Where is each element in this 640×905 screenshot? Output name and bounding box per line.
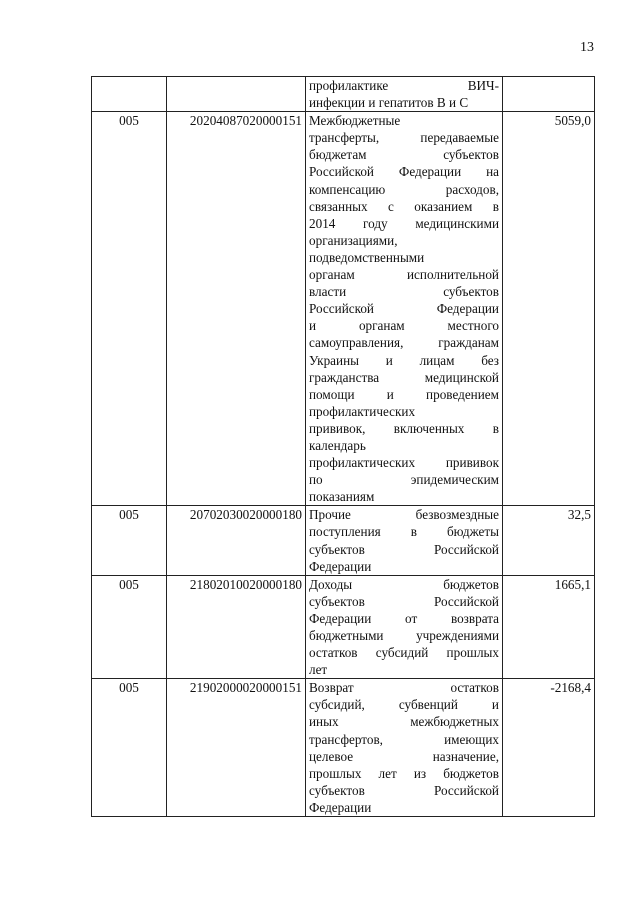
budget-code-cell: 20702030020000180 — [167, 506, 306, 575]
budget-code-cell: 20204087020000151 — [167, 112, 306, 506]
admin-code-cell — [92, 77, 167, 112]
income-name-line: самоуправления, гражданам — [309, 335, 499, 351]
income-name-line: Межбюджетные — [309, 113, 401, 129]
income-name-line: Российской Федерации — [309, 301, 499, 317]
income-name-line: субсидий, субвенций и — [309, 697, 499, 713]
income-name-line: по эпидемическим — [309, 472, 499, 488]
budget-code-cell: 21902000020000151 — [167, 679, 306, 817]
income-name-line: власти субъектов — [309, 284, 499, 300]
table-row — [92, 506, 595, 575]
page-number: 13 — [580, 40, 594, 55]
income-name-line: трансфертов, имеющих — [309, 731, 499, 747]
income-name-line: органам исполнительной — [309, 267, 499, 283]
admin-code-cell: 005 — [92, 506, 167, 575]
income-name-line: бюджетам субъектов — [309, 147, 499, 163]
income-name-cell — [306, 77, 503, 112]
income-name-line: остатков субсидий прошлых — [309, 645, 499, 661]
income-name-line: показаниям — [309, 489, 375, 505]
income-name-line: организациями, — [309, 232, 398, 248]
income-name-line: календарь — [309, 437, 366, 453]
income-name-cell — [306, 506, 503, 575]
income-name-line: Доходы бюджетов — [309, 576, 499, 592]
income-name-line: целевое назначение, — [309, 748, 499, 764]
admin-code-cell: 005 — [92, 679, 167, 817]
income-name-line: 2014 году медицинскими — [309, 215, 499, 231]
budget-code-cell: 21802010020000180 — [167, 575, 306, 679]
budget-table-body — [92, 77, 595, 817]
income-name-line: компенсацию расходов, — [309, 181, 499, 197]
income-name-line: субъектов Российской — [309, 782, 499, 798]
income-name-line: лет — [309, 662, 328, 678]
income-name-line: Федерации — [309, 799, 372, 815]
income-name-line: иных межбюджетных — [309, 714, 499, 730]
amount-cell: 32,5 — [503, 506, 595, 575]
income-name-line: Федерации — [309, 558, 372, 574]
income-name-line: Украины и лицам без — [309, 352, 499, 368]
income-name-line: поступления в бюджеты — [309, 524, 499, 540]
income-name-line: трансферты, передаваемые — [309, 130, 499, 146]
income-name-line: гражданства медицинской — [309, 369, 499, 385]
table-row — [92, 679, 595, 817]
amount-cell: 1665,1 — [503, 575, 595, 679]
income-name-line: инфекции и гепатитов В и С — [309, 95, 469, 111]
income-name-line: прививок, включенных в — [309, 420, 499, 436]
income-name-line: помощи и проведением — [309, 386, 499, 402]
amount-cell: 5059,0 — [503, 112, 595, 506]
income-name-cell — [306, 112, 503, 506]
income-name-line: субъектов Российской — [309, 593, 499, 609]
income-name-line: бюджетными учреждениями — [309, 628, 499, 643]
income-name-line: Возврат остатков — [309, 680, 499, 696]
income-name-line: подведомственными — [309, 249, 425, 265]
amount-cell: -2168,4 — [503, 679, 595, 817]
amount-cell — [503, 77, 595, 112]
income-name-line: субъектов Российской — [309, 541, 499, 557]
income-name-line: и органам местного — [309, 318, 499, 334]
income-name-line: Федерации от возврата — [309, 610, 499, 626]
income-name-line: прошлых лет из бюджетов — [309, 765, 499, 781]
income-name-line: профилактике ВИЧ- — [309, 78, 499, 93]
income-name-line: Российской Федерации на — [309, 164, 499, 180]
income-name-cell — [306, 575, 503, 679]
admin-code-cell: 005 — [92, 575, 167, 679]
admin-code-cell: 005 — [92, 112, 167, 506]
budget-table — [91, 76, 595, 817]
income-name-line: связанных с оказанием в — [309, 198, 499, 214]
income-name-line: профилактических — [309, 403, 416, 419]
table-row — [92, 575, 595, 679]
budget-code-cell — [167, 77, 306, 112]
table-row — [92, 112, 595, 506]
income-name-line: профилактических прививок — [309, 455, 499, 471]
income-name-cell — [306, 679, 503, 817]
table-row — [92, 77, 595, 112]
income-name-line: Прочие безвозмездные — [309, 507, 499, 523]
